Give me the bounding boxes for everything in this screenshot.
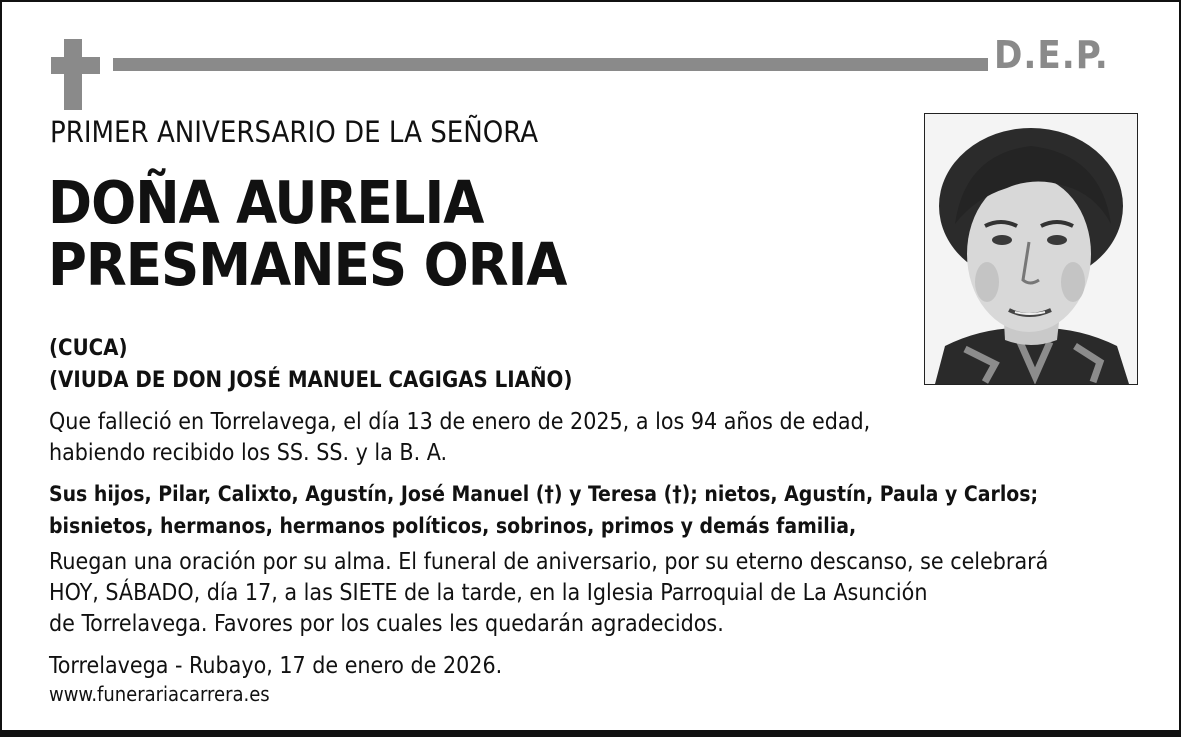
website-link[interactable]: www.funerariacarrera.es [49,682,270,706]
portrait-photo [924,113,1138,385]
family-line-2: bisnietos, hermanos, hermanos políticos, sobrinos, primos y demás familia, [49,514,857,538]
place-date: Torrelavega - Rubayo, 17 de enero de 2026. [49,653,503,679]
service-line-1: Ruegan una oración por su alma. El funeral de aniversario, por su eterno descanso, se celebrará [49,549,1049,575]
notice-intro: PRIMER ANIVERSARIO DE LA SEÑORA [50,115,539,149]
header-rule [113,58,988,71]
family-line-1: Sus hijos, Pilar, Calixto, Agustín, José Manuel (†) y Teresa (†); nietos, Agustín, Paula y Carlos; [49,482,1039,506]
death-line-2: habiendo recibido los SS. SS. y la B. A. [49,440,448,466]
dep-label: D.E.P. [994,33,1109,77]
death-line-1: Que falleció en Torrelavega, el día 13 de enero de 2025, a los 94 años de edad, [49,409,871,435]
family-list [49,478,1038,542]
service-details [49,547,1048,640]
service-line-2: HOY, SÁBADO, día 17, a las SIETE de la tarde, en la Iglesia Parroquial de La Asunción [49,580,928,606]
deceased-name [48,168,567,299]
nickname: (CUCA) [49,336,128,361]
widow-of: (VIUDA DE DON JOSÉ MANUEL CAGIGAS LIAÑO) [49,368,573,393]
service-line-3: de Torrelavega. Favores por los cuales les quedarán agradecidos. [49,611,724,637]
death-details [49,407,870,469]
name-line-1: DOÑA AURELIA [48,168,484,237]
name-line-2: PRESMANES ORIA [48,230,567,299]
